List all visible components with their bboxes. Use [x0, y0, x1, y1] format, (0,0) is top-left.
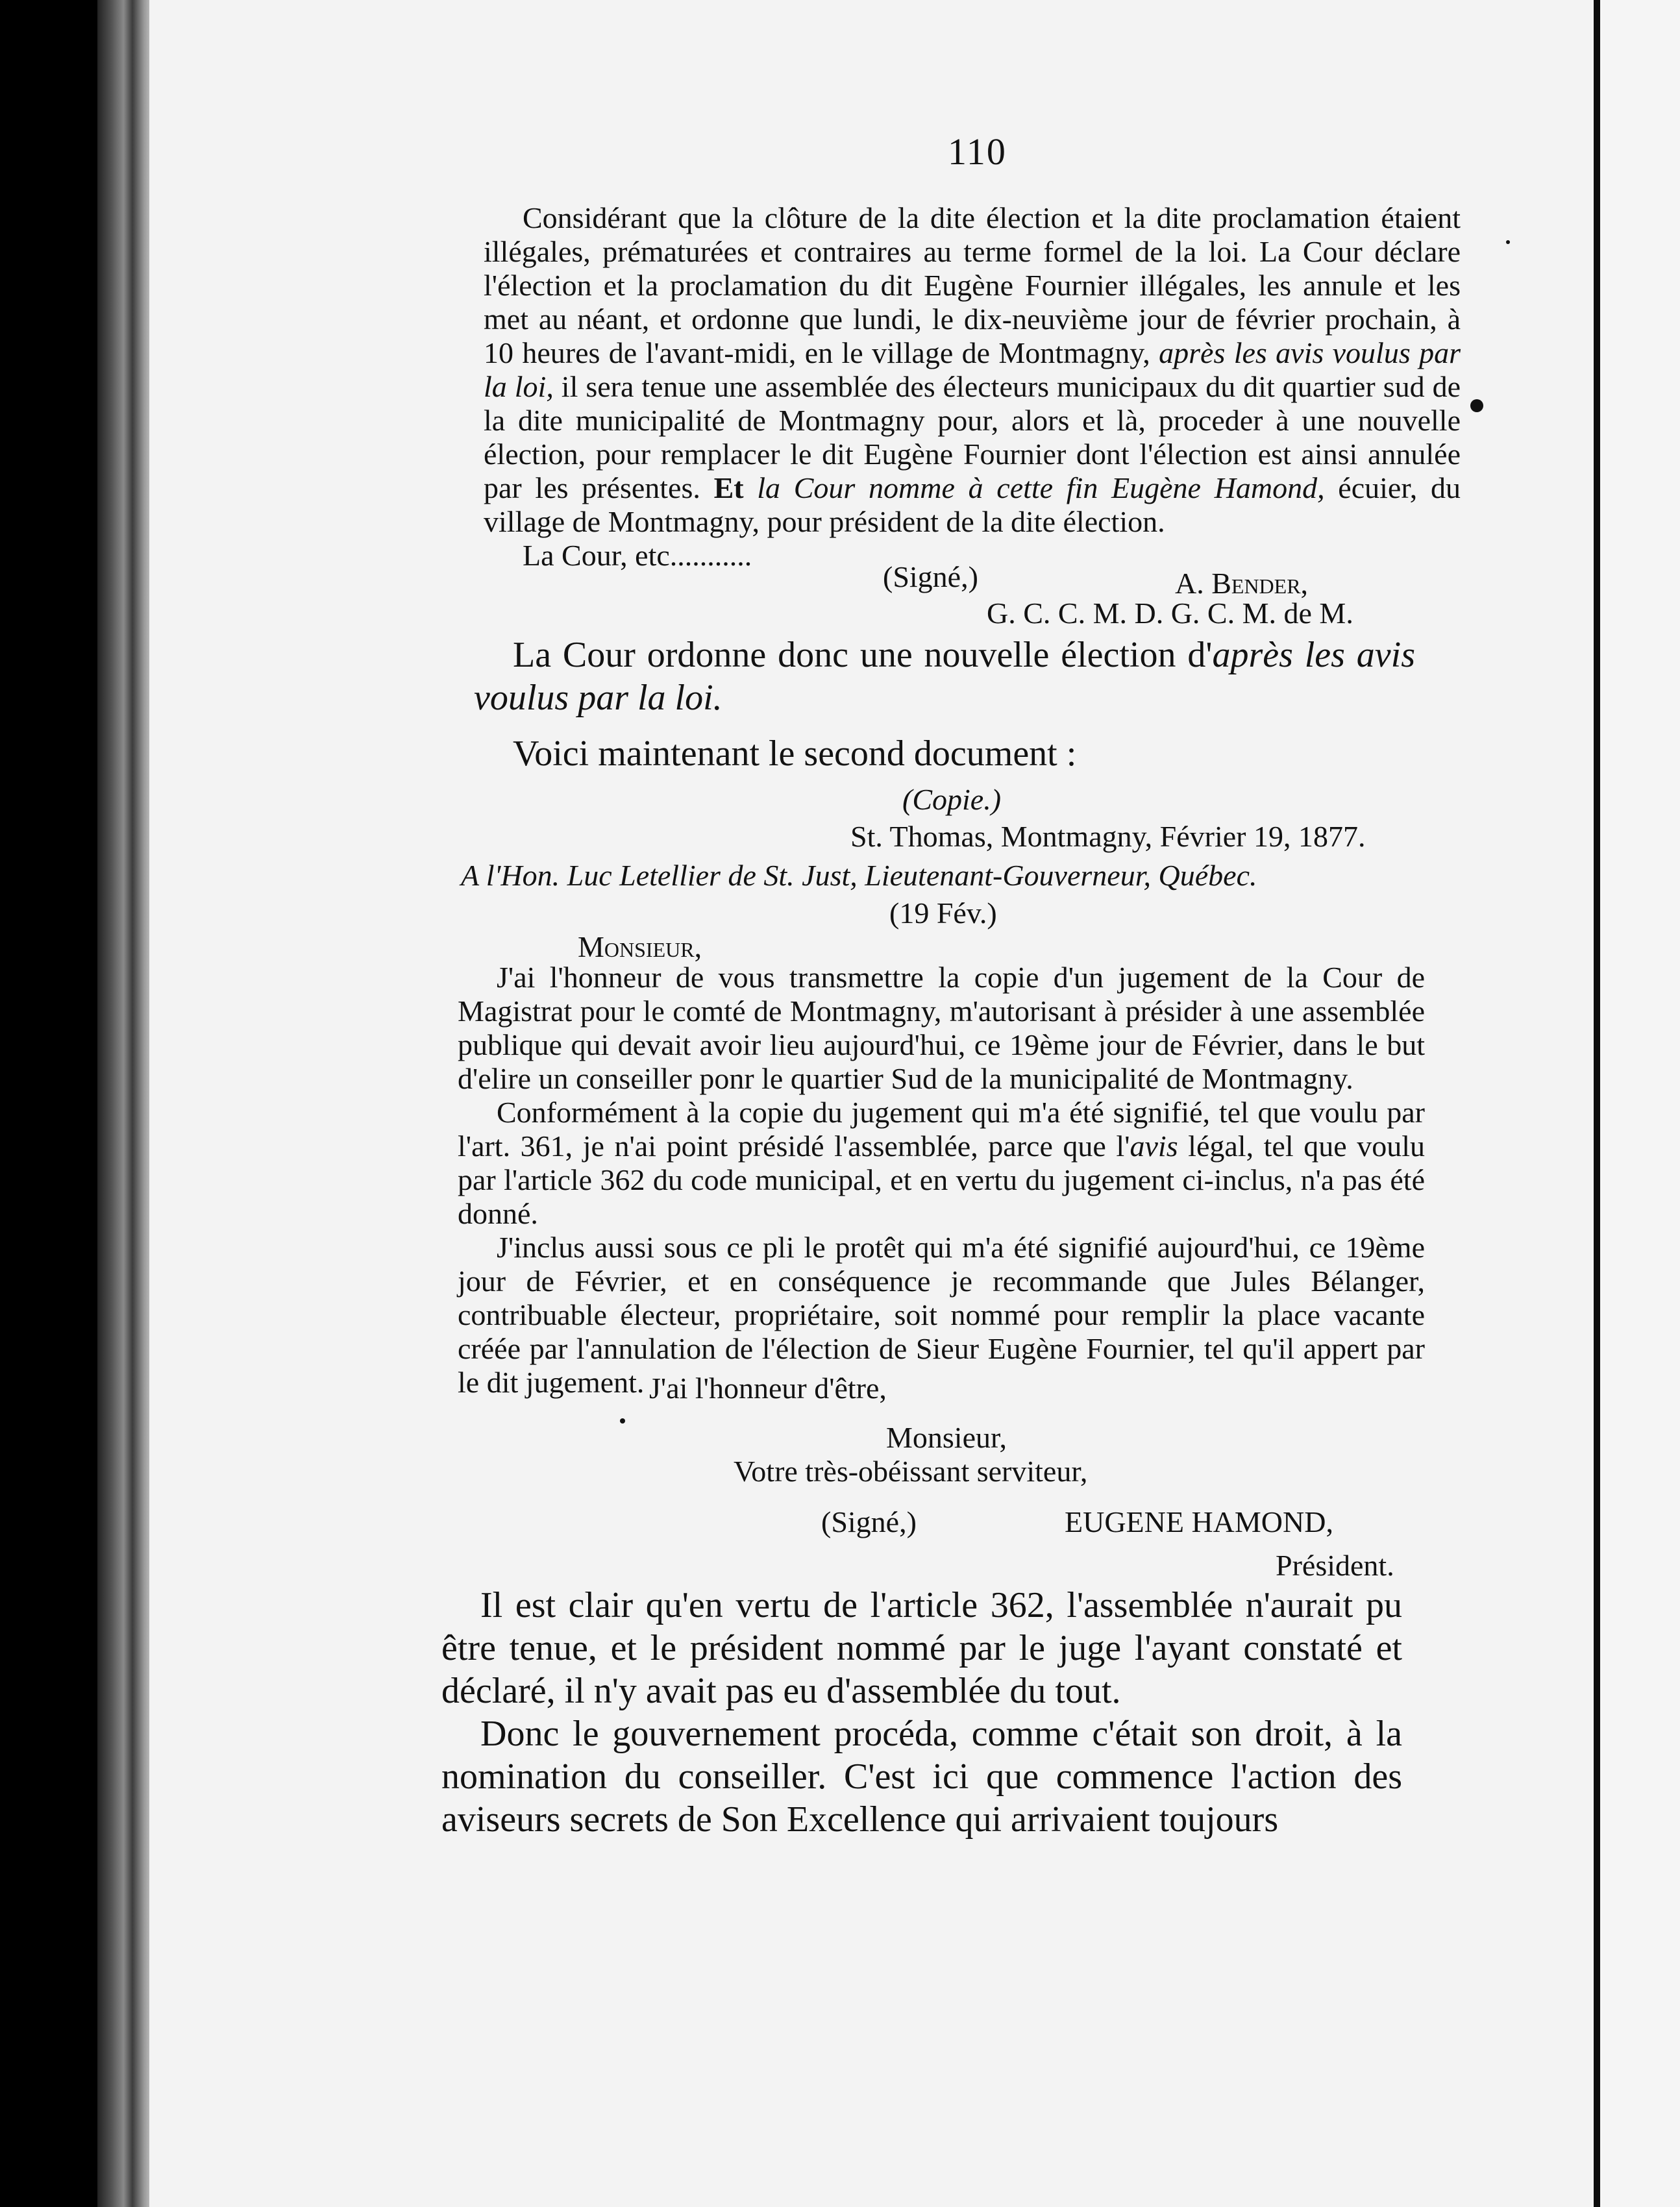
- commentary-paragraph-1: [474, 634, 1415, 719]
- letter-body: [458, 961, 1425, 1399]
- judgment-signer: A. Bender,: [1175, 567, 1309, 600]
- letter-signer-title: Président.: [1276, 1549, 1394, 1582]
- book-gutter: [97, 0, 156, 2207]
- commentary-paragraph-3: Donc le gouvernement procéda, comme c'était son droit, à la nomination du conseiller. C'est ici que commence l'action des aviseurs secrets de Son Excellence qui arrivaient toujours: [441, 1714, 1402, 1840]
- letter-signe: (Signé,): [821, 1505, 917, 1538]
- judgment-et: Et: [713, 471, 744, 504]
- letter-closing-3: Votre très-obéissant serviteur,: [734, 1455, 1088, 1488]
- commentary-italic: après les avis voulus par la loi.: [474, 635, 1416, 718]
- letter-p2-italic: avis: [1130, 1129, 1178, 1163]
- letter-closing-1: J'ai l'honneur d'être,: [649, 1372, 887, 1405]
- commentary-block-2: [441, 1584, 1402, 1841]
- judgment-paragraph: [484, 201, 1461, 539]
- commentary-second-document: Voici maintenant le second document :: [513, 734, 1077, 774]
- judgment-text: [484, 201, 1461, 573]
- letter-p2-start: Conformément à la copie du jugement qui m'a été signifié, tel que voulu par l'art. 361, je n'ai point présidé l'assemblée, parce que l': [458, 1096, 1425, 1163]
- letter-closing-2: Monsieur,: [886, 1421, 1007, 1454]
- facing-page-edge: [1594, 0, 1680, 2207]
- letter-paragraph-1: J'ai l'honneur de vous transmettre la copie d'un jugement de la Cour de Magistrat pour le comté de Montmagny, m'autorisant à présider à une assemblée publique qui devait avoir lieu aujourd'hui, ce 19ème jour de Février, dans le but d'elire un conseiller ponr le quartier Sud de la municipalité de Montmagny.: [458, 961, 1425, 1095]
- ink-speck: [1470, 399, 1483, 412]
- letter-signer: EUGENE HAMOND,: [1065, 1505, 1333, 1538]
- letter-copie: (Copie.): [902, 783, 1002, 816]
- letter-addressee: A l'Hon. Luc Letellier de St. Just, Lieutenant-Gouverneur, Québec.: [461, 859, 1257, 892]
- letter-place-date: St. Thomas, Montmagny, Février 19, 1877.: [850, 820, 1366, 853]
- commentary-block-1: [474, 634, 1415, 775]
- commentary-text: La Cour ordonne donc une nouvelle élection d': [513, 635, 1213, 675]
- judgment-text-mid: il sera tenue une assemblée des électeurs municipaux du dit quartier sud de la dite municipalité de Montmagny pour, alors et là, proceder à une nouvelle élection, pour remplacer le dit Eugène Fournier dont l'élection est ainsi annulée par les présentes.: [484, 370, 1461, 504]
- ink-speck: [620, 1418, 625, 1424]
- letter-salutation: Monsieur,: [578, 930, 702, 963]
- judgment-signe: (Signé,): [883, 560, 978, 593]
- judgment-text-start: Considérant que la clôture de la dite élection et la dite proclamation étaient illégales, prématurées et contraires au terme formel de la loi. La Cour déclare l'élection et la proclamation du dit Eugène Fournier illégales, les annule et les met au néant, et ordonne que lundi, le dix-neuvième jour de février prochain, à 10 heures de l'avant-midi, en le village de Montmagny,: [484, 201, 1461, 369]
- judgment-italic-2: la Cour nomme à cette fin Eugène Hamond,: [757, 471, 1325, 504]
- letter-received: (19 Fév.): [889, 896, 997, 930]
- judgment-text-end: écuier, du village de Montmagny, pour président de la dite élection.: [484, 471, 1461, 538]
- judgment-italic-1: après les avis voulus par la loi,: [484, 336, 1461, 403]
- letter-paragraph-3: J'inclus aussi sous ce pli le protêt qui m'a été signifié aujourd'hui, ce 19ème jour de Février, et en conséquence je recommande que Jules Bélanger, contribuable électeur, propriétaire, soit nommé pour remplir la place vacante créée par l'annulation de l'élection de Sieur Eugène Fournier, tel qu'il appert par le dit jugement.: [458, 1231, 1425, 1399]
- letter-p2-end: légal, tel que voulu par l'article 362 du code municipal, et en vertu du jugement ci-inclus, n'a pas été donné.: [458, 1129, 1425, 1230]
- commentary-paragraph-2: Il est clair qu'en vertu de l'article 362, l'assemblée n'aurait pu être tenue, et le président nommé par le juge l'ayant constaté et déclaré, il n'y avait pas eu d'assemblée du tout.: [441, 1585, 1402, 1711]
- ink-speck: [1506, 240, 1510, 244]
- letter-paragraph-2: [458, 1096, 1425, 1231]
- page-number: 110: [948, 130, 1007, 173]
- judgment-closing: La Cour, etc...........: [523, 539, 752, 572]
- judgment-signer-title: G. C. C. M. D. G. C. M. de M.: [987, 597, 1353, 630]
